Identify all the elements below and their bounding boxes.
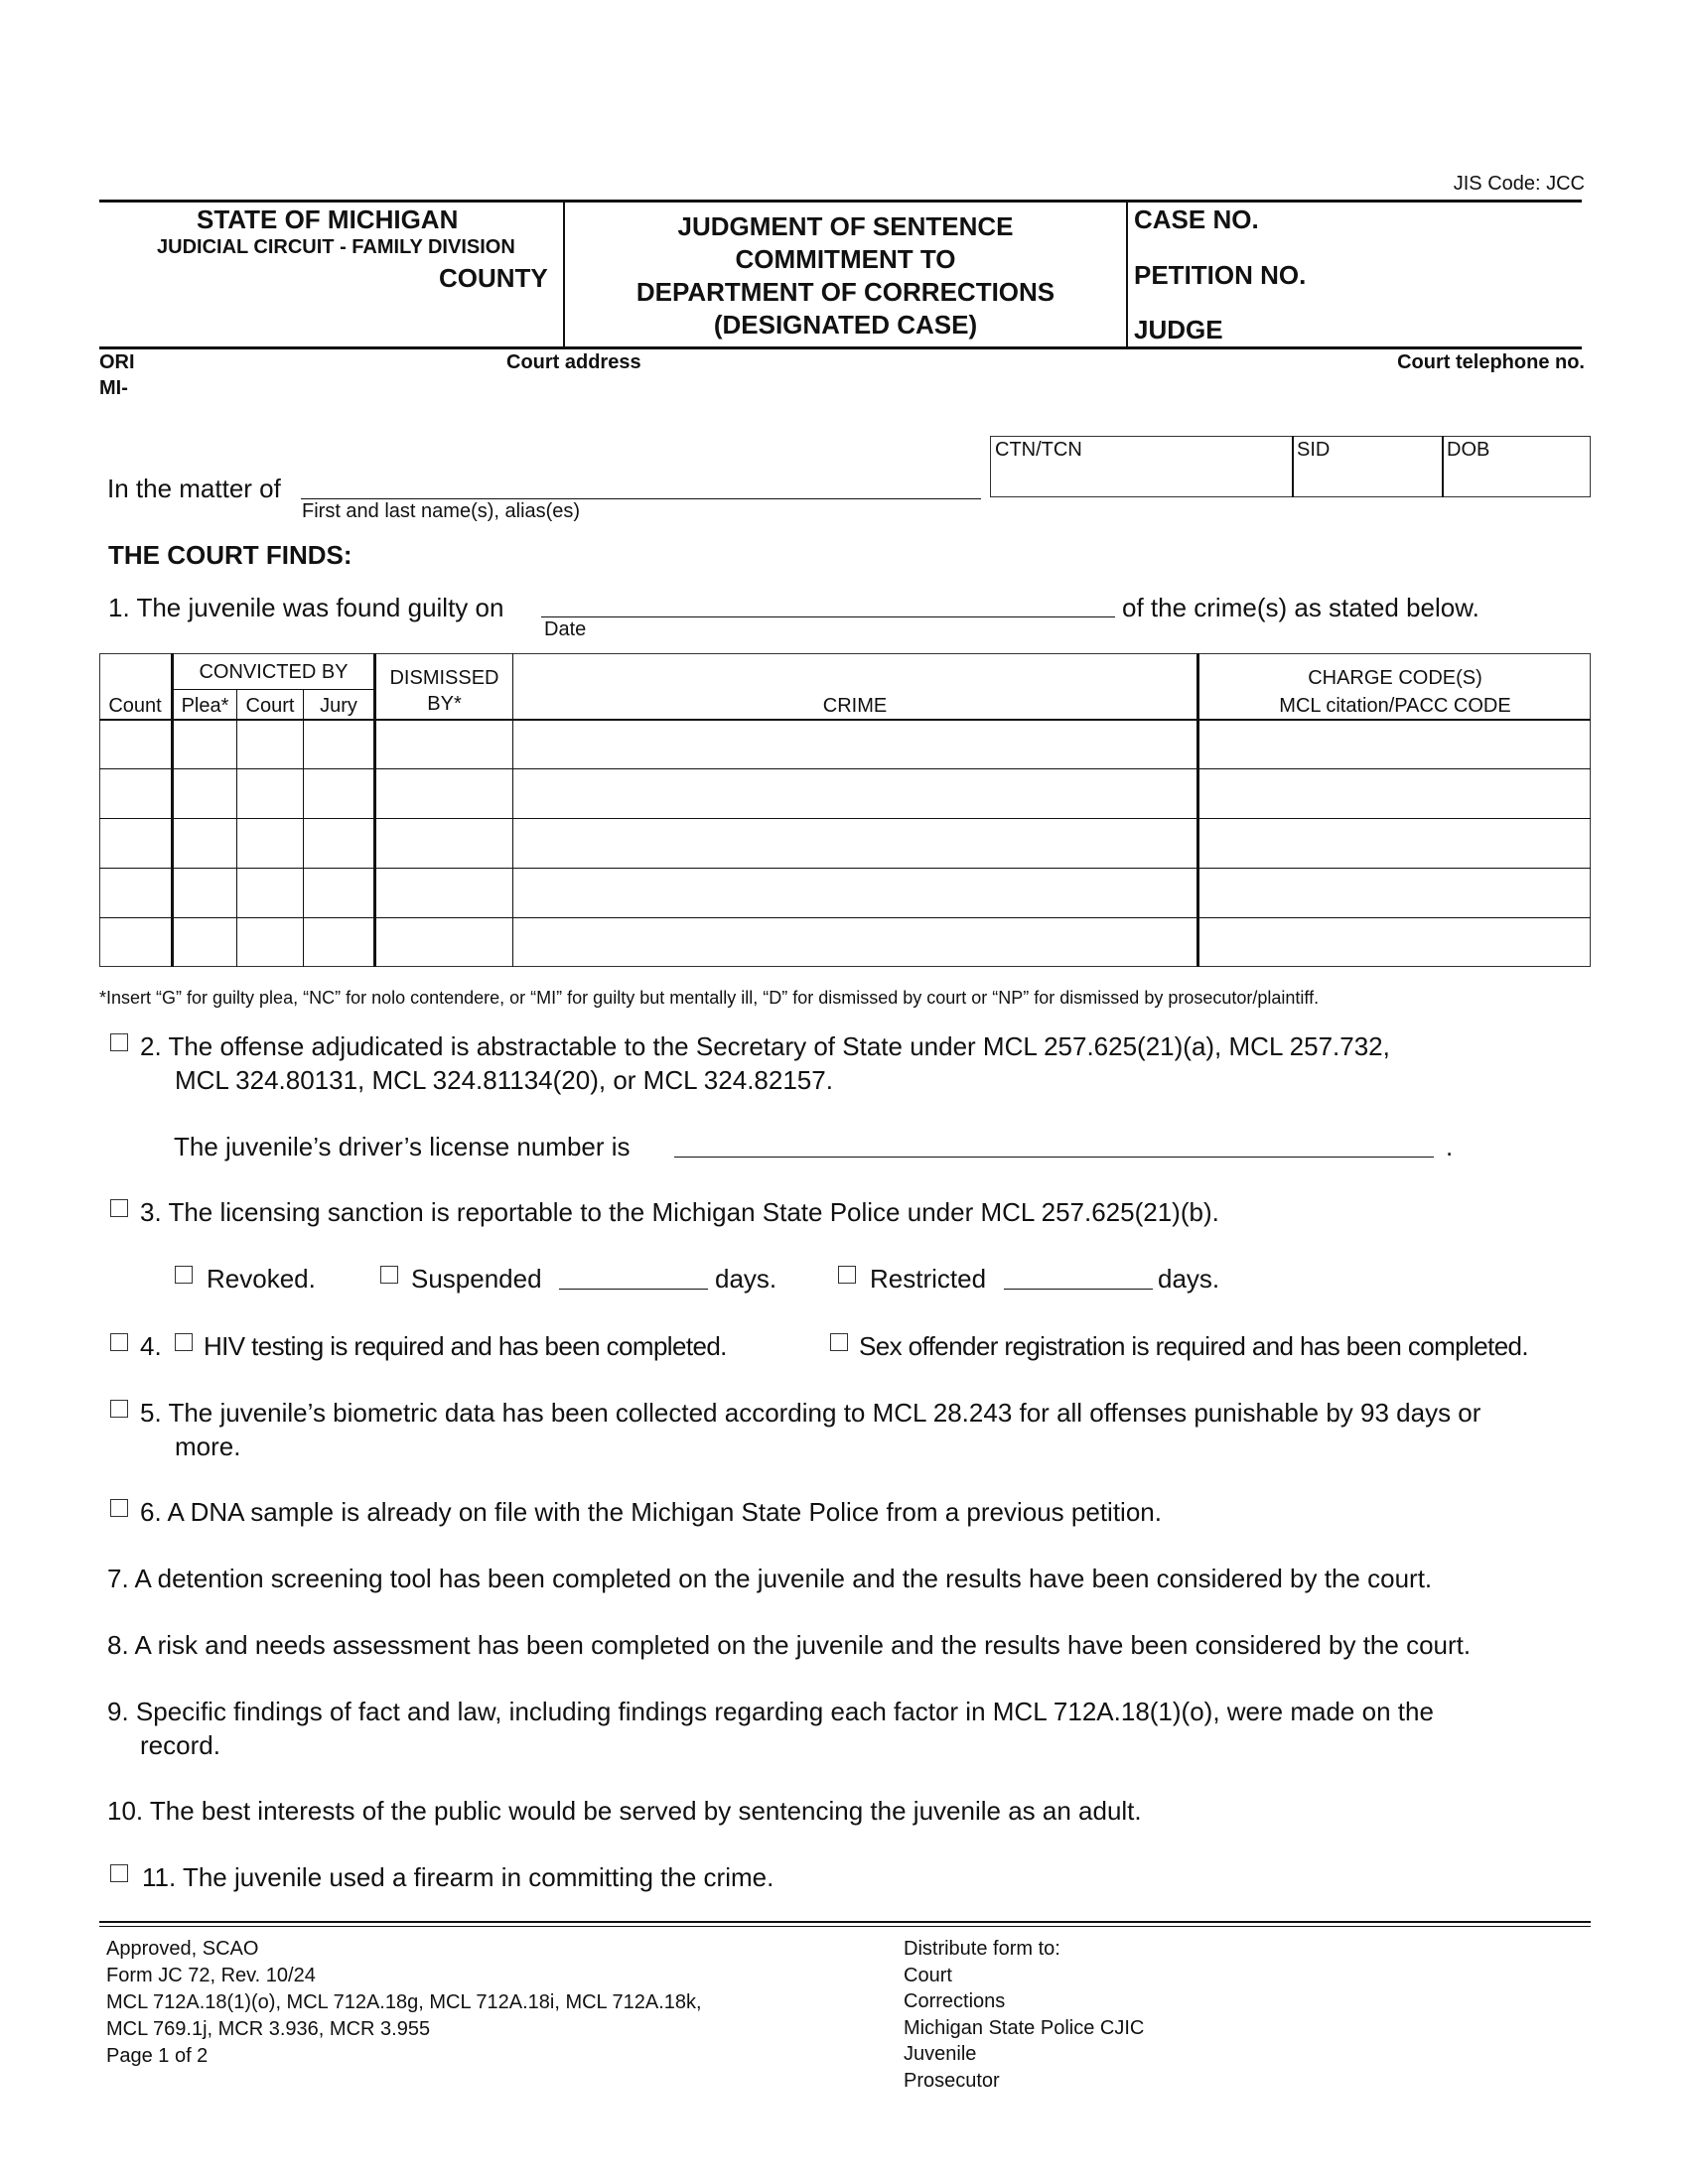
distribute-corrections: Corrections [904, 1990, 1006, 2012]
form-title-line-1: JUDGMENT OF SENTENCE [677, 211, 1014, 241]
item-2-checkbox[interactable] [110, 1033, 128, 1051]
item-5-line-1: 5. The juvenile’s biometric data has been collected according to MCL 28.243 for all offenses punishable by 93 days or [140, 1398, 1481, 1428]
footer-rule-2 [99, 1926, 1591, 1927]
item-8-text: 8. A risk and needs assessment has been completed on the juvenile and the results have been considered by the court. [107, 1630, 1472, 1660]
footer-form-number: Form JC 72, Rev. 10/24 [106, 1965, 316, 1986]
license-number-field[interactable] [674, 1157, 1434, 1158]
suspended-days-field[interactable] [559, 1289, 708, 1290]
license-label: The juvenile’s driver’s license number is [174, 1132, 631, 1161]
footer-distribution [904, 1936, 1144, 2094]
item-3-checkbox[interactable] [110, 1199, 128, 1217]
revoked-checkbox[interactable] [175, 1266, 193, 1284]
col-crime: CRIME [822, 695, 888, 717]
convicted-by-rule [171, 689, 374, 690]
distribute-juvenile: Juvenile [904, 2043, 977, 2065]
header-divider-1 [563, 200, 565, 348]
form-title-line-3: DEPARTMENT OF CORRECTIONS [635, 277, 1055, 307]
table-row-rule-4 [99, 917, 1591, 918]
petition-no-label: PETITION NO. [1134, 260, 1307, 290]
table-row-rule-2 [99, 818, 1591, 819]
item-1-suffix: of the crime(s) as stated below. [1122, 593, 1479, 622]
date-sublabel: Date [544, 618, 587, 640]
header-bottom-rule [99, 346, 1582, 349]
judge-label: JUDGE [1134, 315, 1223, 344]
form-title-line-2: COMMITMENT TO [735, 244, 956, 274]
plea-footnote: *Insert “G” for guilty plea, “NC” for nolo contendere, or “MI” for guilty but mentally ill, “D” for dismissed by court or “NP” for dismissed by prosecutor/plaintiff. [99, 988, 1320, 1008]
item-10-text: 10. The best interests of the public would be served by sentencing the juvenile as an adult. [107, 1796, 1142, 1826]
matter-label: In the matter of [107, 474, 281, 503]
item-1-text: 1. The juvenile was found guilty on [108, 593, 504, 622]
item-7-text: 7. A detention screening tool has been completed on the juvenile and the results have been considered by the court. [107, 1564, 1433, 1593]
county-label: COUNTY [439, 263, 548, 293]
item-5-line-2: more. [175, 1432, 241, 1461]
distribute-msp: Michigan State Police CJIC [904, 2016, 1145, 2039]
revoked-label: Revoked. [207, 1264, 316, 1294]
hiv-label: HIV testing is required and has been completed. [204, 1331, 727, 1361]
item-2-line-1: 2. The offense adjudicated is abstractable to the Secretary of State under MCL 257.625(21)(a), MCL 257.732, [140, 1031, 1390, 1061]
table-row-rule-3 [99, 868, 1591, 869]
col-dismissed: DISMISSED [389, 667, 499, 689]
col-count: Count [108, 695, 162, 717]
court-address-label: Court address [506, 351, 641, 373]
mi-label: MI- [99, 377, 128, 399]
guilty-date-field[interactable] [541, 616, 1115, 617]
juvenile-name-field[interactable] [301, 498, 981, 499]
footer-approved: Approved, SCAO [106, 1938, 259, 1960]
item-4-checkbox[interactable] [110, 1333, 128, 1351]
sex-offender-checkbox[interactable] [830, 1333, 848, 1351]
restricted-label: Restricted [870, 1264, 987, 1294]
name-sublabel: First and last name(s), alias(es) [302, 500, 581, 522]
footer-mcl-1: MCL 712A.18(1)(o), MCL 712A.18g, MCL 712A.18i, MCL 712A.18k, [106, 1991, 702, 2013]
distribute-title: Distribute form to: [904, 1938, 1060, 1960]
item-11-checkbox[interactable] [110, 1864, 128, 1882]
header-top-rule [99, 200, 1582, 203]
table-col-rule-2 [236, 689, 237, 967]
footer-page-number: Page 1 of 2 [106, 2045, 209, 2067]
col-dismissed-by: BY* [427, 693, 462, 715]
header-divider-2 [1126, 200, 1128, 348]
ctn-label: CTN/TCN [995, 439, 1082, 461]
distribute-prosecutor: Prosecutor [904, 2069, 1000, 2092]
court-finds-heading: THE COURT FINDS: [108, 540, 352, 570]
col-plea: Plea* [181, 695, 229, 717]
item-9-line-1: 9. Specific findings of fact and law, including findings regarding each factor in MCL 712A.18(1)(o), were made on the [107, 1697, 1434, 1726]
restricted-days-label: days. [1158, 1264, 1220, 1294]
court-telephone-label: Court telephone no. [1397, 351, 1585, 373]
table-col-rule-3 [303, 689, 304, 967]
suspended-days-label: days. [715, 1264, 777, 1294]
col-court: Court [245, 695, 295, 717]
footer-form-info [106, 1936, 702, 2070]
state-name: STATE OF MICHIGAN [197, 205, 459, 234]
distribute-court: Court [904, 1964, 952, 1986]
sex-offender-label: Sex offender registration is required and has been completed. [859, 1331, 1529, 1361]
col-convicted-by: CONVICTED BY [199, 661, 349, 683]
restricted-days-field[interactable] [1004, 1289, 1153, 1290]
item-6-text: 6. A DNA sample is already on file with the Michigan State Police from a previous petition. [140, 1497, 1162, 1527]
item-3-text: 3. The licensing sanction is reportable to the Michigan State Police under MCL 257.625(21)(b). [140, 1197, 1219, 1227]
form-title-line-4: (DESIGNATED CASE) [713, 310, 978, 340]
sid-label: SID [1297, 439, 1331, 461]
item-11-text: 11. The juvenile used a firearm in committing the crime. [142, 1862, 774, 1892]
item-5-checkbox[interactable] [110, 1400, 128, 1418]
footer-mcl-2: MCL 769.1j, MCR 3.936, MCR 3.955 [106, 2018, 431, 2040]
case-no-label: CASE NO. [1134, 205, 1259, 234]
item-2-line-2: MCL 324.80131, MCL 324.81134(20), or MCL 324.82157. [175, 1065, 833, 1095]
identifier-divider-1 [1292, 436, 1294, 497]
identifier-divider-2 [1442, 436, 1444, 497]
ori-label: ORI [99, 351, 135, 373]
jis-code: JIS Code: JCC [1453, 173, 1585, 195]
restricted-checkbox[interactable] [838, 1266, 856, 1284]
hiv-checkbox[interactable] [175, 1333, 193, 1351]
judicial-circuit: JUDICIAL CIRCUIT - FAMILY DIVISION [157, 236, 515, 258]
dob-label: DOB [1447, 439, 1490, 461]
col-mcl-citation: MCL citation/PACC CODE [1279, 695, 1511, 717]
table-header-rule [99, 719, 1591, 721]
suspended-label: Suspended [411, 1264, 542, 1294]
item-6-checkbox[interactable] [110, 1499, 128, 1517]
col-jury: Jury [320, 695, 357, 717]
footer-rule-1 [99, 1921, 1591, 1923]
item-9-line-2: record. [140, 1730, 220, 1760]
suspended-checkbox[interactable] [380, 1266, 398, 1284]
table-row-rule-1 [99, 768, 1591, 769]
col-charge-codes: CHARGE CODE(S) [1308, 667, 1482, 689]
item-4-number: 4. [140, 1331, 162, 1361]
license-period: . [1446, 1132, 1454, 1161]
form-title [566, 210, 1125, 341]
